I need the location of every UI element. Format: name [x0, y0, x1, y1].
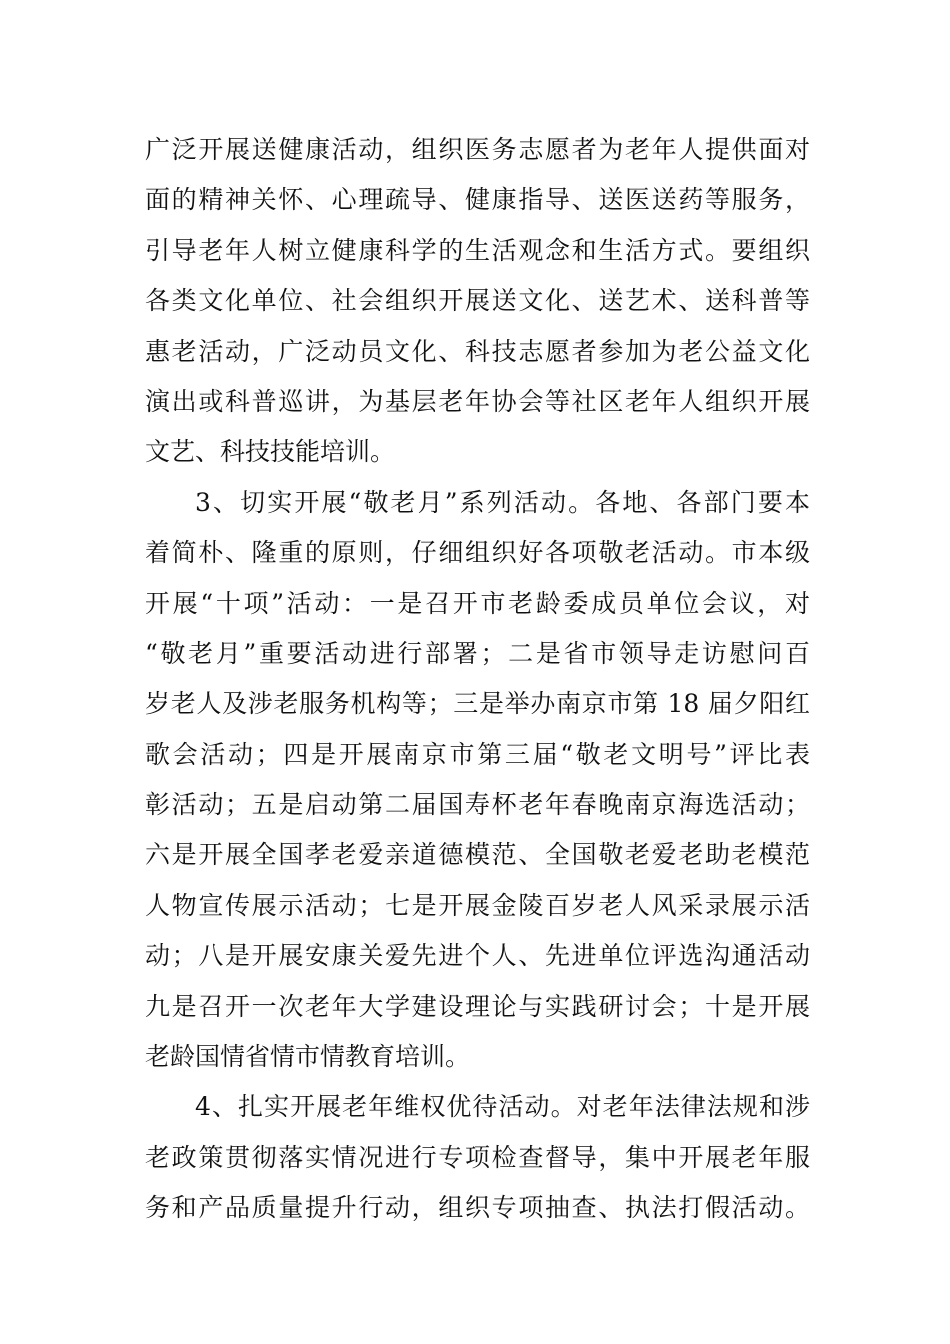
text-line: 面的精神关怀、心理疏导、健康指导、送医送药等服务，	[145, 185, 810, 215]
text-line: 彰活动；五是启动第二届国寿杯老年春晚南京海选活动；	[145, 790, 810, 820]
text-line: 3、切实开展“敬老月”系列活动。各地、各部门要本	[195, 487, 810, 517]
text-line: 人物宣传展示活动；七是开展金陵百岁老人风采录展示活	[145, 890, 810, 920]
text-line: 九是召开一次老年大学建设理论与实践研讨会；十是开展	[145, 991, 810, 1021]
text-line: 动；八是开展安康关爱先进个人、先进单位评选沟通活动	[145, 941, 810, 971]
paragraph-2	[145, 478, 810, 1083]
document-body	[145, 125, 810, 1234]
text-line: 广泛开展送健康活动，组织医务志愿者为老年人提供面对	[145, 135, 810, 164]
text-line: 六是开展全国孝老爱亲道德模范、全国敬老爱老助老模范	[145, 840, 810, 870]
text-line: 务和产品质量提升行动，组织专项抽查、执法打假活动。	[145, 1193, 810, 1223]
text-line: 文艺、科技技能培训。	[145, 437, 396, 467]
text-line: 着简朴、隆重的原则，仔细组织好各项敬老活动。市本级	[145, 538, 810, 568]
text-line: 歌会活动；四是开展南京市第三届“敬老文明号”评比表	[145, 739, 810, 769]
text-line: “敬老月”重要活动进行部署；二是省市领导走访慰问百	[145, 638, 810, 668]
text-line: 引导老年人树立健康科学的生活观念和生活方式。要组织	[145, 235, 810, 265]
text-line: 4、扎实开展老年维权优待活动。对老年法律法规和涉	[195, 1092, 810, 1122]
text-line: 老政策贯彻落实情况进行专项检查督导，集中开展老年服	[145, 1142, 810, 1172]
text-line: 各类文化单位、社会组织开展送文化、送艺术、送科普等	[145, 286, 810, 316]
paragraph-1	[145, 125, 810, 478]
text-line: 老龄国情省情市情教育培训。	[145, 1042, 471, 1072]
paragraph-3	[145, 1082, 810, 1233]
text-line: 岁老人及涉老服务机构等；三是举办南京市第 18 届夕阳红	[145, 689, 810, 719]
text-line: 开展“十项”活动：一是召开市老龄委成员单位会议，对	[145, 588, 810, 618]
text-line: 演出或科普巡讲，为基层老年协会等社区老年人组织开展	[145, 386, 810, 416]
text-line: 惠老活动，广泛动员文化、科技志愿者参加为老公益文化	[145, 336, 810, 366]
